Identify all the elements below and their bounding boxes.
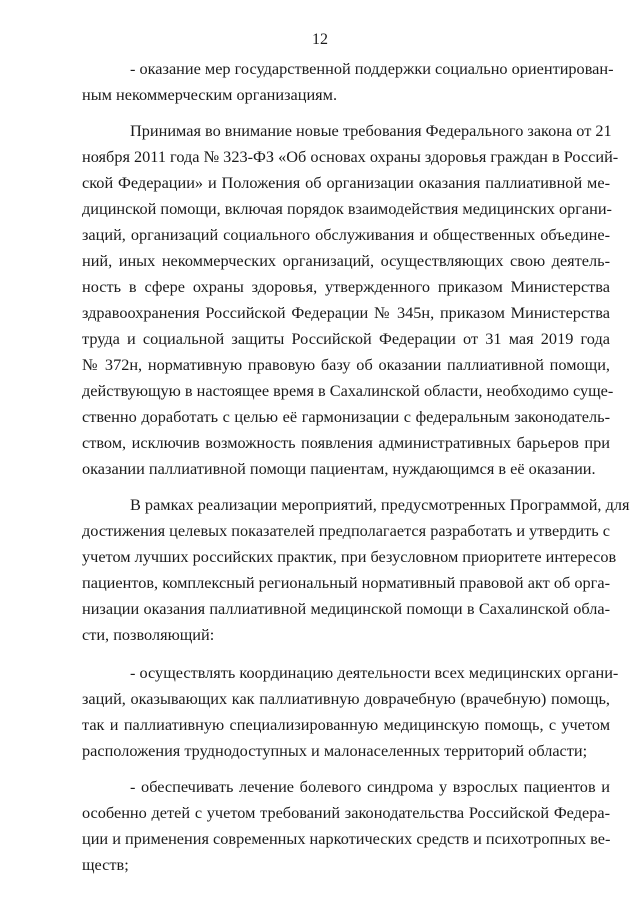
text-line: ской Федерации» и Положения об организации оказания паллиативной ме-	[82, 173, 610, 192]
text-line: ственно доработать с целью её гармонизации с федеральным законодатель-	[82, 407, 610, 426]
text-line: - оказание мер государственной поддержки социально ориентирован-	[130, 59, 614, 78]
paragraph-5	[82, 774, 611, 878]
page-number: 12	[312, 31, 328, 48]
text-line: пациентов, комплексный региональный нормативный правовой акт об орга-	[82, 573, 610, 592]
text-line: ным некоммерческим организациям.	[82, 85, 338, 104]
text-line: ции и применения современных наркотических средств и психотропных ве-	[82, 829, 611, 848]
text-line: ний, иных некоммерческих организаций, осуществляющих свою деятель-	[82, 251, 610, 270]
text-line: низации оказания паллиативной медицинской помощи в Сахалинской обла-	[82, 599, 610, 618]
text-line: учетом лучших российских практик, при безусловном приоритете интересов	[82, 547, 617, 566]
text-line: ность в сфере охраны здоровья, утвержденного приказом Министерства	[82, 277, 610, 296]
text-line: заций, организаций социального обслуживания и общественных объедине-	[82, 225, 610, 244]
paragraph-2	[82, 118, 619, 482]
document-body	[82, 56, 630, 878]
text-line: достижения целевых показателей предполагается разработать и утвердить с	[82, 521, 610, 540]
text-line: сти, позволяющий:	[82, 625, 215, 644]
text-line: В рамках реализации мероприятий, предусмотренных Программой, для	[130, 495, 630, 514]
text-line: - обеспечивать лечение болевого синдрома у взрослых пациентов и	[130, 777, 610, 796]
text-line: расположения труднодоступных и малонаселенных территорий области;	[82, 741, 588, 760]
text-line: оказании паллиативной помощи пациентам, нуждающимся в её оказании.	[82, 459, 596, 478]
text-line: ноября 2011 года № 323-ФЗ «Об основах охраны здоровья граждан в Россий-	[82, 147, 619, 166]
text-line: - осуществлять координацию деятельности всех медицинских органи-	[130, 663, 619, 682]
text-line: дицинской помощи, включая порядок взаимодействия медицинских органи-	[82, 199, 612, 218]
paragraph-1	[82, 56, 614, 108]
paragraph-4	[82, 660, 619, 764]
text-line: здравоохранения Российской Федерации № 345н, приказом Министерства	[82, 303, 610, 322]
text-line: заций, оказывающих как паллиативную доврачебную (врачебную) помощь,	[82, 689, 610, 708]
text-line: особенно детей с учетом требований законодательства Российской Федера-	[82, 803, 610, 822]
text-line: № 372н, нормативную правовую базу об оказании паллиативной помощи,	[82, 355, 610, 374]
paragraph-3	[82, 492, 630, 648]
text-line: ством, исключив возможность появления административных барьеров при	[82, 433, 610, 452]
text-line: так и паллиативную специализированную медицинскую помощь, с учетом	[82, 715, 610, 734]
text-line: труда и социальной защиты Российской Федерации от 31 мая 2019 года	[82, 329, 610, 348]
text-line: ществ;	[82, 855, 129, 874]
text-line: Принимая во внимание новые требования Федерального закона от 21	[130, 121, 612, 140]
text-line: действующую в настоящее время в Сахалинской области, необходимо суще-	[82, 381, 614, 400]
